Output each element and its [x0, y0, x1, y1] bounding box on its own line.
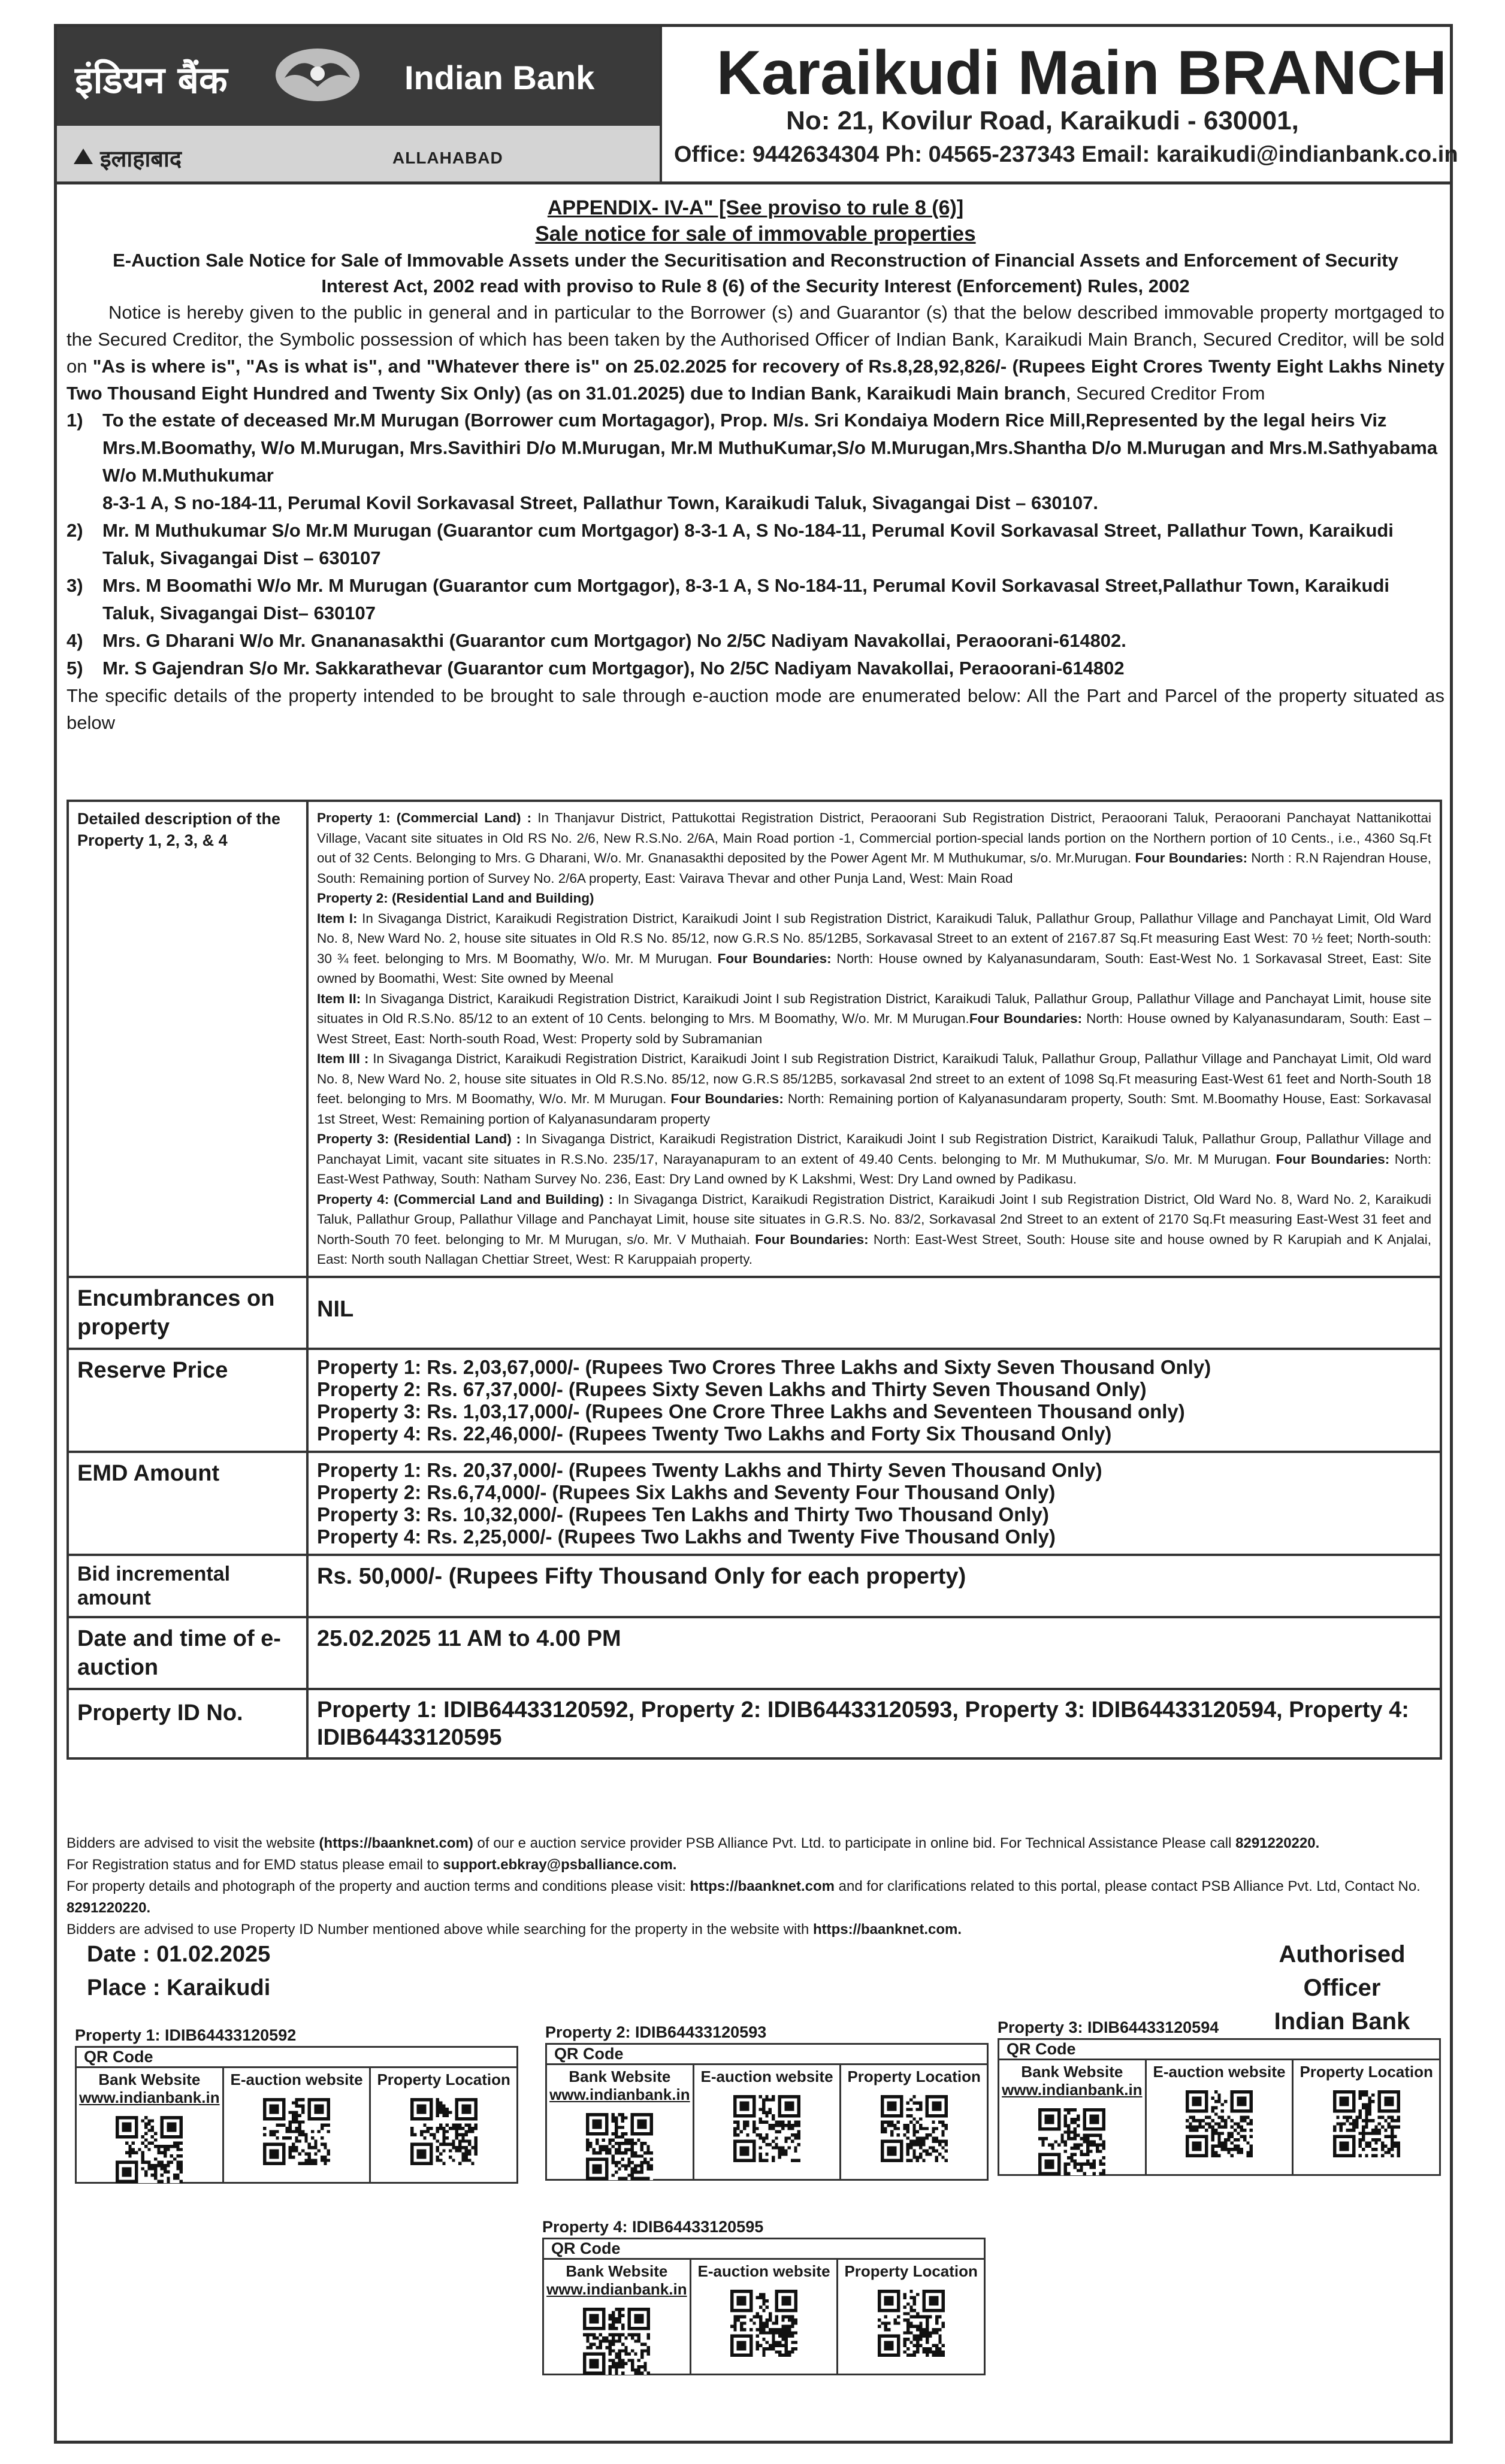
footer-line	[67, 1919, 1444, 1941]
desc-bound: North: Remaining portion of Kalyanasundaram property, South: Smt. M.Boomathy House, East: Sorkavasal 1st Street, West: Remaining portion of Kalyanasundaram property	[317, 1091, 1431, 1127]
footer-text: For Registration status and for EMD status please email to	[67, 1857, 443, 1873]
qr-code-icon[interactable]	[263, 2098, 330, 2165]
qr-col-label: E-auction website	[700, 2068, 833, 2085]
allahabad-triangle-icon	[74, 149, 93, 164]
qr-block-title: Property 3: IDIB64433120594	[998, 2018, 1219, 2036]
party-text: Mr. S Gajendran S/o Mr. Sakkarathevar (Guarantor cum Mortgagor), No 2/5C Nadiyam Navakollai, Peraoorani-614802	[102, 658, 1125, 679]
footer-text: and for clarifications related to this portal, please contact PSB Alliance Pvt. Ltd, Contact No.	[834, 1878, 1421, 1894]
desc-bound: North: East-West Pathway, South: Natham Survey No. 236, East: Dry Land owned by K Lakshmi, West: Dry Land owned by Padikasu.	[317, 1151, 1431, 1186]
brand-top-band	[57, 27, 660, 126]
footer-notes	[67, 1833, 1444, 1941]
reserve-price-line: Property 1: Rs. 2,03,67,000/- (Rupees Two Crores Three Lakhs and Sixty Seven Thousand Only)	[317, 1355, 1211, 1378]
table-row	[68, 1349, 1441, 1452]
desc-head: Property 4: (Commercial Land and Building) :	[317, 1191, 614, 1207]
qr-block-property-4	[542, 2216, 986, 2375]
desc-bound: North: House owned by Kalyanasundaram, South: East –West Street, East: North-south Road, West: Property sold by Subramanian	[317, 1011, 1431, 1046]
party-number: 2)	[67, 520, 83, 541]
footer-line	[67, 1876, 1444, 1919]
allahabad-english: ALLAHABAD	[392, 149, 503, 167]
party-number: 4)	[67, 630, 83, 651]
qr-bank-website[interactable]	[77, 2068, 224, 2184]
party-text: Mrs. M Boomathi W/o Mr. M Murugan (Guarantor cum Mortgagor), 8-3-1 A, S No-184-11, Perumal Kovil Sorkavasal Street,Pallathur Town, Karaikudi Taluk, Sivagangai Dist– 630107	[102, 575, 1390, 623]
qr-code-icon[interactable]	[1333, 2090, 1400, 2157]
party-item	[67, 627, 1444, 655]
header-divider	[57, 181, 1450, 184]
emd-line: Property 1: Rs. 20,37,000/- (Rupees Twenty Lakhs and Thirty Seven Thousand Only)	[317, 1458, 1102, 1481]
party-number	[67, 489, 102, 517]
specific-details: The specific details of the property intended to be brought to sale through e-auction mode are enumerated below: All the Part and Parcel of the property situated as below	[67, 685, 1444, 733]
qr-block-title: Property 1: IDIB64433120592	[75, 2026, 297, 2044]
desc-paragraph	[317, 989, 1431, 1049]
parties-list	[67, 407, 1444, 682]
qr-block-property-3	[998, 2017, 1441, 2176]
qr-col-label: E-auction website	[697, 2262, 830, 2280]
bank-website-link[interactable]: www.indianbank.in	[1002, 2081, 1143, 2099]
qr-code-icon[interactable]	[730, 2290, 797, 2357]
auction-date-label: Date and time of e-auction	[68, 1617, 307, 1689]
qr-code-icon[interactable]	[583, 2308, 650, 2375]
qr-box	[75, 2046, 518, 2184]
qr-box	[545, 2043, 989, 2181]
desc-head: Item III :	[317, 1051, 369, 1066]
property-table	[67, 800, 1442, 1760]
desc-head: Property 1: (Commercial Land) :	[317, 810, 532, 825]
qr-code-icon[interactable]	[878, 2290, 945, 2357]
intro-bold-text: "As is where is", "As is what is", and "Whatever there is" on 25.02.2025 for recovery of Rs.8,28,92,826/- (Rupees Eight Crores Twenty Eight Lakhs Ninety Two Thousand Eight Hundred and Twenty Six Only) (as on 31.01.2025) due to Indian Bank, Karaikudi Main branch	[67, 356, 1444, 404]
brand-name-english: Indian Bank	[404, 59, 595, 96]
qr-col-label: Bank Website	[1021, 2063, 1123, 2081]
qr-code-icon[interactable]	[733, 2095, 800, 2162]
desc-paragraph	[317, 1129, 1431, 1189]
footer-text: of our e auction service provider PSB Alliance Pvt. Ltd. to participate in online bid. For Technical Assistance Please call	[473, 1835, 1236, 1851]
footer-text: For property details and photograph of the property and auction terms and conditions please visit:	[67, 1878, 690, 1894]
desc-body: In Sivaganga District, Karaikudi Registration District, Karaikudi Joint I sub Registration District, Karaikudi Taluk, Pallathur Group, Pallathur Village and Panchayat Limit, Old ward No. 8, New Ward No. 2, house site situates in Old R.S.No. 85/12, now G.R.S 85/12B5, sorkavasal 2nd street to an extent of 1098 Sq.Ft measuring East-West 61 feet and North-South 18 feet. belonging to Mrs. M Boomathy, W/o. Mr. M Murugan.	[317, 1051, 1431, 1106]
party-text: Mr. M Muthukumar S/o Mr.M Murugan (Guarantor cum Mortgagor) 8-3-1 A, S No-184-11, Perumal Kovil Sorkavasal Street, Pallathur Town, Karaikudi Taluk, Sivagangai Dist – 630107	[102, 520, 1394, 568]
reserve-price-line: Property 2: Rs. 67,37,000/- (Rupees Sixty Seven Lakhs and Thirty Seven Thousand Only)	[317, 1378, 1147, 1400]
qr-eauction-website[interactable]	[224, 2068, 371, 2184]
qr-col-label: Property Location	[847, 2068, 981, 2085]
qr-property-location[interactable]	[371, 2068, 516, 2184]
desc-body: In Sivaganga District, Karaikudi Registration District, Karaikudi Joint I sub Registration District, Karaikudi Taluk, Pallathur Group, Pallathur Village and Panchayat Limit, Old Ward No. 8, New Ward No. 2, house site situates in Old R.S No. 85/12, now G.R.S No. 85/12B5, Sorkavasal Street to an extent of 2167.87 Sq.Ft measuring East West: 70 ½ feet; North-south: 30 ¾ feet. belonging to Mrs. M Boomathy, W/o. Mr. M Murugan.	[317, 910, 1431, 966]
intro-tail: , Secured Creditor From	[1065, 383, 1265, 404]
desc-head: Item I:	[317, 910, 358, 926]
contact-number: 8291220220.	[67, 1900, 151, 1916]
party-text: To the estate of deceased Mr.M Murugan (Borrower cum Mortagagor), Prop. M/s. Sri Kondaiya Modern Rice Mill,Represented by the legal heirs Viz Mrs.M.Boomathy, W/o M.Murugan, Mrs.Savithiri D/o M.Murugan, Mr.M MuthuKumar,S/o M.Murugan,Mrs.Shantha D/o M.Murugan and Mrs.M.Sathyabama W/o M.Muthukumar	[102, 410, 1438, 486]
table-row	[68, 1689, 1441, 1758]
qr-box	[998, 2038, 1441, 2176]
desc-bound: North: East-West Street, South: House site and house owned by R Karupiah and K Anjalai, East: North south Nallagan Chettiar Street, West: R Karuppaiah property.	[317, 1231, 1431, 1267]
desc-body: In Sivaganga District, Karaikudi Registration District, Karaikudi Joint I sub Registration District, Karaikudi Taluk, Pallathur Group, Pallathur Village and Panchayat Limit, vacant site situates in R.S.No. 235/17, Narayanapuram to an extent of 49.40 Cents. belonging to Mr. M Muthukumar, S/o. Mr. M Murugan.	[317, 1131, 1431, 1167]
qr-col-label: Bank Website	[98, 2071, 201, 2088]
indian-bank-logo-icon	[273, 45, 362, 105]
emd-values	[307, 1452, 1441, 1555]
footer-text: Bidders are advised to visit the website	[67, 1835, 319, 1851]
auction-date-value: 25.02.2025 11 AM to 4.00 PM	[307, 1617, 1441, 1689]
desc-body: In Sivaganga District, Karaikudi Registration District, Karaikudi Joint I sub Registration District, Old Ward No. 8, Ward No. 2, Karaikudi Taluk, Pallathur Group, Pallathur Village and Panchayat Limit, house site situates in G.R.S. No. 83/2, Sorkavasal 2nd Street to an extent of 2170 Sq.Ft measuring East-West 31 feet and North-South 70 feet. belonging to Mr. M Murugan, s/o. Mr. V Muthaiah.	[317, 1191, 1432, 1247]
party-item	[67, 572, 1444, 627]
appendix-title: APPENDIX- IV-A" [See proviso to rule 8 (6)]	[547, 196, 964, 219]
qr-code-icon[interactable]	[410, 2098, 478, 2165]
header	[57, 27, 1458, 181]
date-place	[87, 1938, 270, 2005]
party-item	[67, 517, 1444, 572]
helpline-number: 8291220220.	[1235, 1835, 1320, 1851]
party-number: 3)	[67, 575, 83, 596]
desc-bound: North : R.N Rajendran House, South: Remaining portion of Survey No. 2/6A property, East: Vairava Thevar and other Punja Land, West: Main Road	[317, 850, 1431, 886]
baanknet-link[interactable]: https://baanknet.com.	[812, 1921, 962, 1938]
qr-code-label: QR Code	[544, 2239, 984, 2260]
table-row	[68, 1555, 1441, 1617]
qr-code-label: QR Code	[547, 2045, 987, 2065]
bid-increment-label: Bid incremental amount	[68, 1555, 307, 1617]
reserve-price-line: Property 3: Rs. 1,03,17,000/- (Rupees One Crore Three Lakhs and Seventeen Thousand only)	[317, 1400, 1185, 1422]
reserve-price-values	[307, 1349, 1441, 1452]
property-id-label: Property ID No.	[68, 1689, 307, 1758]
notice-body	[67, 195, 1444, 736]
desc-bound-head: Four Boundaries:	[717, 951, 832, 966]
table-row	[68, 1277, 1441, 1349]
branch-title: Karaikudi Main BRANCH	[716, 38, 1447, 108]
bank-website-link[interactable]: www.indianbank.in	[546, 2280, 687, 2298]
notice-heading: Sale notice for sale of immovable properties	[535, 222, 976, 246]
support-email-link[interactable]: support.ebkray@psballiance.com.	[443, 1857, 677, 1873]
officer-title: Authorised Officer	[1279, 1941, 1406, 2001]
party-text: Mrs. G Dharani W/o Mr. Gnananasakthi (Guarantor cum Mortgagor) No 2/5C Nadiyam Navakollai, Peraoorani-614802.	[102, 630, 1126, 651]
party-item	[67, 407, 1444, 489]
party-text: 8-3-1 A, S no-184-11, Perumal Kovil Sorkavasal Street, Pallathur Town, Karaikudi Taluk, Sivagangai Dist – 630107.	[102, 492, 1099, 513]
qr-bank-website[interactable]	[547, 2065, 694, 2181]
qr-block-property-2	[545, 2021, 989, 2181]
brand-name-hindi: इंडियन बैंक	[75, 58, 228, 102]
notice-subheading: E-Auction Sale Notice for Sale of Immovable Assets under the Securitisation and Reconstruction of Financial Assets and Enforcement of Security Interest Act, 2002 read with proviso to Rule 8 (6) of the Security Interest (Enforcement) Rules, 2002	[113, 250, 1398, 296]
qr-block-title: Property 2: IDIB64433120593	[545, 2023, 767, 2041]
qr-code-label: QR Code	[999, 2040, 1439, 2060]
footer-text: Bidders are advised to use Property ID Number mentioned above while searching for the property in the website with	[67, 1921, 813, 1938]
qr-col-label: Property Location	[844, 2262, 978, 2280]
qr-bank-website[interactable]	[544, 2260, 691, 2375]
baanknet-link[interactable]: https://baanknet.com	[690, 1878, 835, 1894]
table-row	[68, 1617, 1441, 1689]
officer-bank: Indian Bank	[1274, 2008, 1410, 2035]
qr-property-location[interactable]	[841, 2065, 987, 2181]
desc-body: In Sivaganga District, Karaikudi Registration District, Karaikudi Joint I sub Registration District, Karaikudi Taluk, Pallathur Group, Pallathur Village and Panchayat Limit, house site situates in Old R.S.No. 85/12 to an extent of 10 Cents. belonging to Mrs. M Boomathy, W/o. Mr. M Murugan.	[317, 991, 1431, 1026]
qr-eauction-website[interactable]	[691, 2260, 839, 2375]
desc-bound-head: Four Boundaries:	[1276, 1151, 1390, 1167]
desc-paragraph	[317, 909, 1431, 989]
desc-bound-head: Four Boundaries:	[755, 1231, 869, 1247]
brand-bottom-band	[57, 126, 660, 181]
branch-address: No: 21, Kovilur Road, Karaikudi - 630001,	[786, 106, 1299, 135]
encumbrance-label: Encumbrances on property	[68, 1277, 307, 1349]
notice-date: Date : 01.02.2025	[87, 1942, 271, 1967]
branch-info	[674, 27, 1458, 181]
intro-text: Notice is hereby given to the public in general and in particular to the Borrower (s) and Guarantor (s) that the below described immovable property mortgaged to the Secured Creditor, the Symbolic possession of which has been taken by the Authorised Officer of Indian Bank, Karaikudi Main Branch, Secured Creditor, will be sold on	[67, 302, 1444, 377]
desc-paragraph	[317, 808, 1431, 888]
reserve-price-line: Property 4: Rs. 22,46,000/- (Rupees Twenty Two Lakhs and Forty Six Thousand Only)	[317, 1422, 1112, 1445]
desc-paragraph	[317, 1049, 1431, 1129]
qr-col-label: Bank Website	[566, 2262, 668, 2280]
qr-code-icon[interactable]	[1038, 2108, 1105, 2175]
qr-property-location[interactable]	[1294, 2060, 1439, 2176]
desc-bound-head: Four Boundaries:	[1135, 850, 1248, 865]
description-label: Detailed description of the Property 1, 2, 3, & 4	[68, 801, 307, 1277]
reserve-price-label: Reserve Price	[68, 1349, 307, 1452]
bid-increment-value: Rs. 50,000/- (Rupees Fifty Thousand Only for each property)	[307, 1555, 1441, 1617]
emd-label: EMD Amount	[68, 1452, 307, 1555]
emd-line: Property 2: Rs.6,74,000/- (Rupees Six Lakhs and Seventy Four Thousand Only)	[317, 1481, 1056, 1503]
party-item	[67, 655, 1444, 682]
desc-bound-head: Four Boundaries:	[969, 1011, 1083, 1026]
property-id-value: Property 1: IDIB64433120592, Property 2: IDIB64433120593, Property 3: IDIB64433120594, Property 4: IDIB64433120595	[307, 1689, 1441, 1758]
emd-line: Property 4: Rs. 2,25,000/- (Rupees Two Lakhs and Twenty Five Thousand Only)	[317, 1525, 1056, 1548]
desc-bound-head: Four Boundaries:	[670, 1091, 784, 1106]
notice-place: Place : Karaikudi	[87, 1975, 271, 2000]
qr-block-title: Property 4: IDIB64433120595	[542, 2218, 764, 2236]
qr-bank-website[interactable]	[999, 2060, 1147, 2176]
bank-website-link[interactable]: www.indianbank.in	[549, 2085, 690, 2103]
qr-code-icon[interactable]	[116, 2116, 183, 2183]
bank-brand	[57, 27, 662, 181]
qr-eauction-website[interactable]	[1147, 2060, 1294, 2176]
table-row	[68, 1452, 1441, 1555]
emd-line: Property 3: Rs. 10,32,000/- (Rupees Ten Lakhs and Thirty Two Thousand Only)	[317, 1503, 1049, 1525]
qr-col-label: Bank Website	[569, 2068, 671, 2085]
qr-property-location[interactable]	[838, 2260, 984, 2375]
qr-block-property-1	[75, 2024, 518, 2184]
description-cell	[307, 801, 1441, 1277]
qr-code-label: QR Code	[77, 2048, 516, 2068]
qr-code-icon[interactable]	[881, 2095, 948, 2162]
qr-eauction-website[interactable]	[694, 2065, 842, 2181]
qr-code-icon[interactable]	[586, 2113, 653, 2180]
branch-contact: Office: 9442634304 Ph: 04565-237343 Email: karaikudi@indianbank.co.in	[674, 142, 1458, 167]
intro-paragraph	[67, 299, 1444, 407]
baanknet-link[interactable]: (https://baanknet.com)	[319, 1835, 473, 1851]
desc-head: Property 3: (Residential Land) :	[317, 1131, 521, 1146]
allahabad-hindi: इलाहाबाद	[100, 146, 182, 172]
qr-col-label: Property Location	[1300, 2063, 1433, 2081]
desc-head: Property 2: (Residential Land and Building)	[317, 891, 594, 906]
desc-bound: North: House owned by Kalyanasundaram, South: East-West No. 1 Sorkavasal Street, East: Site owned by Boomathi, West: Site owned by Meenal	[317, 951, 1431, 986]
table-row	[68, 801, 1441, 1277]
bank-website-link[interactable]: www.indianbank.in	[79, 2088, 220, 2106]
qr-col-label: E-auction website	[1153, 2063, 1286, 2081]
party-item	[67, 489, 1444, 517]
qr-col-label: E-auction website	[230, 2071, 363, 2088]
qr-col-label: Property Location	[377, 2071, 510, 2088]
desc-paragraph	[317, 1189, 1431, 1270]
footer-line	[67, 1854, 1444, 1876]
party-number: 1)	[67, 410, 83, 431]
desc-body: In Thanjavur District, Pattukottai Registration District, Peraoorani Sub Registration District, Peraoorani Taluk, Peraoorani Panchayat Nattanikottai Village, Vacant site situates in Old RS No. 2/6, New R.S.No. 2/6A, Main Road portion -1, Commercial portion-special lands portion on the Northern portion of 10 Cents., i.e., 4360 Sq.Ft out of 32 Cents. Belonging to Mrs. G Dharani, W/o. Mr. Gnanasakthi deposited by the Power Agent Mr. M Muthukumar, s/o. Mr.Murugan.	[317, 810, 1431, 865]
desc-head: Item II:	[317, 991, 361, 1006]
qr-box	[542, 2238, 986, 2375]
encumbrance-value: NIL	[307, 1277, 1441, 1349]
footer-line	[67, 1833, 1444, 1854]
notice-frame	[54, 24, 1458, 2444]
desc-paragraph	[317, 888, 1431, 909]
qr-code-icon[interactable]	[1186, 2090, 1253, 2157]
party-number: 5)	[67, 658, 83, 679]
